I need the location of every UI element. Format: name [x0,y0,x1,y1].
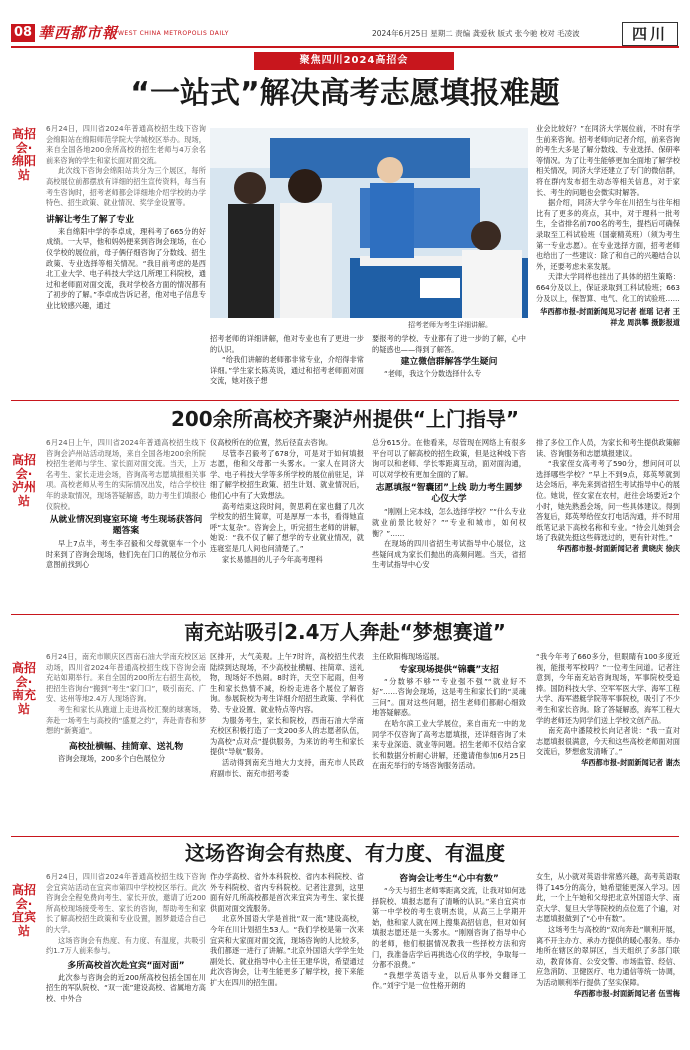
section-label: 四川 [622,22,678,46]
story-divider-2 [11,614,679,615]
story4-col2 [210,872,364,1044]
page-header [0,0,690,46]
story3-sub1: 高校扯横幅、挂简章、送礼物 [68,741,184,752]
story4-tag: 高招会·宜宾站 [11,883,36,938]
story3-p5: 活动得到南充当地大力支持，南充市人民政府副市长、南充市招考委 [210,757,364,778]
story4-col1 [46,872,206,1044]
story4-col3 [372,872,526,1044]
story1-p9: 天津大学同样也挂出了具体的招生策略：664分及以上，保证录取到工科试验班；663分及以上，保智算、电气、化工的试验班…… [536,272,680,303]
story1-col2 [210,334,364,398]
story4-p5: “今天与招生老师零距离交流，让我对如何选择院校、填报志愿有了清晰的认识。”来自宜宾市第一中学校的考生袁明杰说，从高三上学期开始，他和家人就在网上搜集高招信息，但对如何填报志愿还是一头雾水。“刚刚咨询了指导中心的老师，他们根据情况教我一些择校方法和窍门，我准备店学后再挑选心仪的学校，争取每一分都不浪费。” [372,886,526,970]
section-banner: 聚焦四川2024高招会 [254,52,454,70]
header-rule [11,46,679,48]
story3-p10: 南充高中潘陵校长向记者说：“我一直对志愿填报很满意，今天和这些高校老师面对面交流后，梦想愈发清晰了。” [536,726,680,757]
story4-p6: “我想学英语专业，以后从事外交翻译工作。”刘宇宁是一位性格开朗的 [372,970,526,991]
story4-lead: 6月24日，四川省2024年普通高校招生线下咨询会宜宾站活动在宜宾市第四中学校校区举行。此次咨询会全程免费向考生、家长开放，邀请了近200所高校现场接受考生、家长的咨询，帮助考生和家长了解高校招生政策和专业设置，圆梦最适合自己的大学。 [46,872,206,934]
story4-p2: 此次参与咨询会的近200所高校包括全国在川招生的军队院校、“双一流”建设高校、省属地方高校、中外合 [46,972,206,1003]
story1-p7: 业会比较好？”在同济大学展位前，不时有学生前来咨询。招考老师向记者介绍，前来咨询的考生大多是了解分数线、专业选择、保研率等情况。为了让考生能够更加全面地了解学校相关情况，同济大学还建立了专门的微信群，将在群内发布招生动态等相关信息，对于家长、考生的问题也会微实时解答。 [536,124,680,197]
story2-p10: “我家侄女高考考了590分，想问问可以选择哪些学校？”早上不到9点，郑英琴就到达会场后，率先来到省招生考试指导中心的展位。她说，侄女家在农村，赶往会场要近2个小时，她先熟悉会场，问一些具体建议。得到答复后，郑英琴给侄女打电话沟通，并不时用纸笔记录下高校名称和专业。“待会儿她到会场了我就先挺这些筛选过的，更有针对性。” [536,459,680,543]
story2-sub2: 志愿填报“智囊团”上线 助力考生圆梦心仪大学 [375,483,523,505]
story2-p1: 早上7点半，考生李召毅和父母就驱车一个小时来到了咨询会现场，他们先在门口的展位分布示意图前找到心 [46,539,206,570]
story2-p8: 在现场的四川省招生考试指导中心展位，这些疑问成为家长们抛出的高频问题。当天，省招生考试指导中心安 [372,539,526,570]
story3-p9: “我今年考了660多分，但眼睛有100多度近视，能报考军校吗？”一位考生问道。记者注意到，今年南充站咨询现场，军事院校受追捧。国防科技大学、空军军医大学、海军工程大学、海军潜艇学院等军事院校，吸引了不少考生和家长咨询。除了答疑解惑，海军工程大学的老师还为同学们送上学校文创产品。 [536,652,680,725]
story4-headline: 这场咨询会有热度、有力度、有温度 [185,841,505,865]
story1-photo-caption: 招考老师为考生详细讲解。 [408,321,492,329]
story2-p7: “刚刚上完本线，怎么选择学校？”“什么专业就业前景比较好？”“专业和城市，如何权衡？”…… [372,507,526,538]
story-divider-1 [11,400,679,401]
story1-p2: 来自绵阳中学的李卓成，理科考了665分的好成绩。一大早，他和妈妈便来到咨询会现场，在心仪学校的展位前，母子俩仔细咨询了分数线、招生政策、专业选择等相关情况。“我目前考虑的是西北工业大学、电子科技大学这几所理工科院校，通过和老师面对面交流，我对学校各方面的情况都有了初步的了解。”李卓成告诉记者，他对电子信息专业比较感兴趣，通过 [46,226,206,310]
story3-col1 [46,652,206,834]
story1-p8: 据介绍，同济大学今年在川招生与往年相比有了更多的亮点，其中，对于理科一批考生，全省排名前700名的考生，提档后可确保录取至工科试验班（国豪精英班）（须为考生第一专业志愿）。在专业选择方面，招考老师也给出了一些建议：除了和自己的兴趣结合以外，还要考虑未来发展。 [536,198,680,271]
story2-p2: 仪高校所在的位置，然后径直去咨询。 [210,438,333,447]
story2-p5: 家长易德昌的儿子今年高考理科 [222,554,323,564]
story4-sub1: 多所高校首次赴宜宾“面对面” [67,960,185,971]
story1-p4: “给我们讲解的老师都非常专业，介绍得非常详细。”学生家长陈英说，通过和招考老师面对面交流，她对孩子想 [210,355,364,386]
issue-meta: 2024年6月25日 星期二 责编 龚爱秋 版式 张今驰 校对 毛凌波 [372,29,580,38]
story2-col3 [372,438,526,612]
newspaper-logo-english: WEST CHINA METROPOLIS DAILY [118,30,229,37]
consultation-photo-illustration [210,128,528,318]
story1-col1 [46,124,206,398]
story1-col4 [536,124,680,398]
story3-col3 [372,652,526,834]
story3-p3: 区排开，大气美观。上午7时许，高校招生代表陆续到达现场，不少高校扯横幅、挂简章、送礼物，现场好不热闹。8时许，天空下起雨，但考生和家长热情不减，纷纷走进各个展位了解咨询。参展院校为考生详细介绍招生政策、学科优势、专业设置、就业特点等内容。 [210,652,364,714]
story2-col2 [210,438,364,612]
story3-p8: 在哈尔滨工业大学展位，来自南充一中的龙同学不仅咨询了高考志愿填报，还详细咨询了未来专业深造、就业等问题。招生老师不仅结合家长和数据分析耐心讲解，还邀请他参加6月25日在南充举行的专场咨询服务活动。 [372,718,526,771]
story3-tag: 高招会·南充站 [11,661,36,716]
story3-byline: 华西都市报-封面新闻记者 谢杰 [581,757,680,767]
story4-p4: 北京外国语大学是首批“双一流”建设高校，今年在川计划招生53人。“我们学校是第一次来宜宾和大家面对面交流，现场咨询的人比较多，我们都逐一进行了讲解。”北京外国语大学学生处副处长、就业指导中心主任王建华说，希望通过此次咨询会，让考生能更多了解学校，接下来能扩大在四川的招生面。 [210,914,364,987]
story2-p3: 尽管李召毅考了678分，可是对于如何填报志愿，他和父母都一头雾水。一家人在同济大学、电子科技大学等多所学校的展位前驻足，详细了解学校招生政策、招生计划、就业情况后，他们心中有了大致想法。 [210,448,364,500]
story3-p6: 主任欧阳梅现场巡展。 [372,652,444,661]
story1-sub1: 讲解让考生了解了专业 [46,214,134,225]
story2-col4 [536,438,680,612]
story1-photo [210,128,528,318]
story1-p1: 此次线下咨询会绵阳站共分为三个展区，每所高校展位前都摆放有详细的招生宣传资料，每当有考生咨询时，招考老师都会详细地介绍学校的办学特色、招生政策、就业情况、奖学金设置等。 [46,166,206,208]
story3-p2: 咨询会现场，200多个白色展位分 [58,753,166,763]
story4-p3: 作办学高校、省外本科院校、省内本科院校、省外专科院校、省内专科院校。记者注意到，这里面有好几所高校都是首次来宜宾为考生、家长提供面对面交流服务。 [210,872,364,913]
story1-p6: “老师，我这个分数选择什么专 [384,369,482,379]
story1-sub2: 建立微信群解答学生疑问 [400,357,498,368]
story3-p7: “分数够不够”“专业强不强”“就业好不好”……咨询会现场，这是考生和家长们的“灵魂三问”。面对这些问题，招生老师们都耐心细致地答疑解惑。 [372,676,526,718]
story4-p8: 这场考生与高校的“双向奔赴”顺利开展，离不开主办方、承办方提供的暖心服务。举办地所在辖区的翠屏区，当天组织了多部门联动，教育体育、公安交警、市场监管、经信、应急消防、卫健医疗、电力通信等统一协调，为活动顺利举行提供了坚实保障。 [536,924,680,987]
story2-p6: 总分615分。在他看来，尽管现在网络上有很多平台可以了解高校的招生政策，但是这种线下咨询可以和老师、学长零距离互动，面对面沟通，可以对学校有更加全面的了解。 [372,438,526,479]
story3-p1: 考生和家长从跑道上走进高校汇聚的球赛场，奔赴一场考生与高校的“盛夏之约”，奔赴青春和梦想的“新赛道”。 [46,704,206,736]
story1-p3: 招考老师的详细讲解，他对专业也有了更进一步的认识。 [210,334,364,354]
story3-col2 [210,652,364,834]
story1-tag: 高招会·绵阳站 [11,127,36,182]
story2-byline: 华西都市报-封面新闻记者 黄晓庆 徐庆 [557,543,680,553]
story-divider-3 [11,836,679,837]
story3-sub2: 专家现场提供“锦囊”支招 [399,664,499,675]
story3-headline: 南充站吸引2.4万人奔赴“梦想赛道” [184,620,506,644]
story3-lead: 6月24日，南充市顺庆区西南石油大学南充校区运动场，四川省2024年普通高校招生线下咨询会南充站如期举行。来自全国的200所左右招生高校，把招生咨询台“搬到”考生“家门口”，吸引南充、广安、达州等地2.4万人现场咨询。 [46,652,206,704]
story1-byline: 华西都市报-封面新闻见习记者 崔瑶 记者 王祥龙 周洪攀 摄影报道 [540,307,680,327]
page-number: 08 [11,24,35,42]
story4-col4 [536,872,680,1044]
story4-p7: 女生，从小就对英语非常感兴趣，高考英语取得了145分的高分，她希望能更深入学习。因此，一个上午她和父母把北京外国语大学、南京大学、复旦大学等院校的点位逛了个遍，对志愿填报做到了“心中有数”。 [536,872,680,924]
story1-headline: “一站式”解决高考志愿填报难题 [130,76,560,111]
story4-p1: 这场咨询会有热度、有力度、有温度，共吸引约1.7万人前来参与。 [46,935,206,956]
story2-lead: 6月24日上午，四川省2024年普通高校招生线下咨询会泸州站活动现场，来自全国各地200余所院校招生老师与学生、家长面对面交流。当天，上万名考生、家长走进会场，咨询高考志愿填报相关事项。高校老师从考生的实际情况出发，结合学校往年的录取情况，现场答疑解惑，助力考生们填报心仪院校。 [46,438,206,511]
story2-sub1: 从就业情况到寝室环境 考生现场获答问题答案 [49,515,203,537]
story4-sub2: 咨询会让考生“心中有数” [399,874,499,884]
story1-col3 [372,334,526,398]
story2-col1 [46,438,206,612]
story1-lead: 6月24日，四川省2024年普通高校招生线下咨询会绵阳站在绵阳师范学院大学城校区举办。现场，来自全国各地200余所高校的招生老师与4万余名前来咨询的学生和家长面对面交流。 [46,124,206,165]
story2-tag: 高招会·泸州站 [11,453,36,508]
story3-p4: 为服务考生，家长和院校，西南石油大学南充校区积极打造了一支200多人的志愿者队伍，为高校“点对点”提供服务，为来访的考生和家长提供“导航”服务。 [210,715,364,757]
story4-byline: 华西都市报-封面新闻记者 伍雪梅 [573,988,680,998]
newspaper-logo: 華西都市報 [38,24,119,42]
story3-col4 [536,652,680,834]
story2-headline: 200余所高校齐聚泸州提供“上门指导” [170,407,520,431]
story2-p9: 排了多位工作人员，为家长和考生提供政策解读、咨询服务和志愿填报建议。 [536,438,680,458]
story2-p4: 高考结束这段时间，贺思莉在家也翻了几次学校发的招生简章，可是厚厚一本书，看得她直呼“太复杂”。咨询会上，听完招生老师的讲解，她说：“我不仅了解了想学的专业就业情况，就连寝室是几人间也问清楚了。” [210,501,364,553]
story1-p5: 要报考的学校、专业都有了进一步的了解，心中的疑惑也——得到了解答。 [372,334,526,354]
